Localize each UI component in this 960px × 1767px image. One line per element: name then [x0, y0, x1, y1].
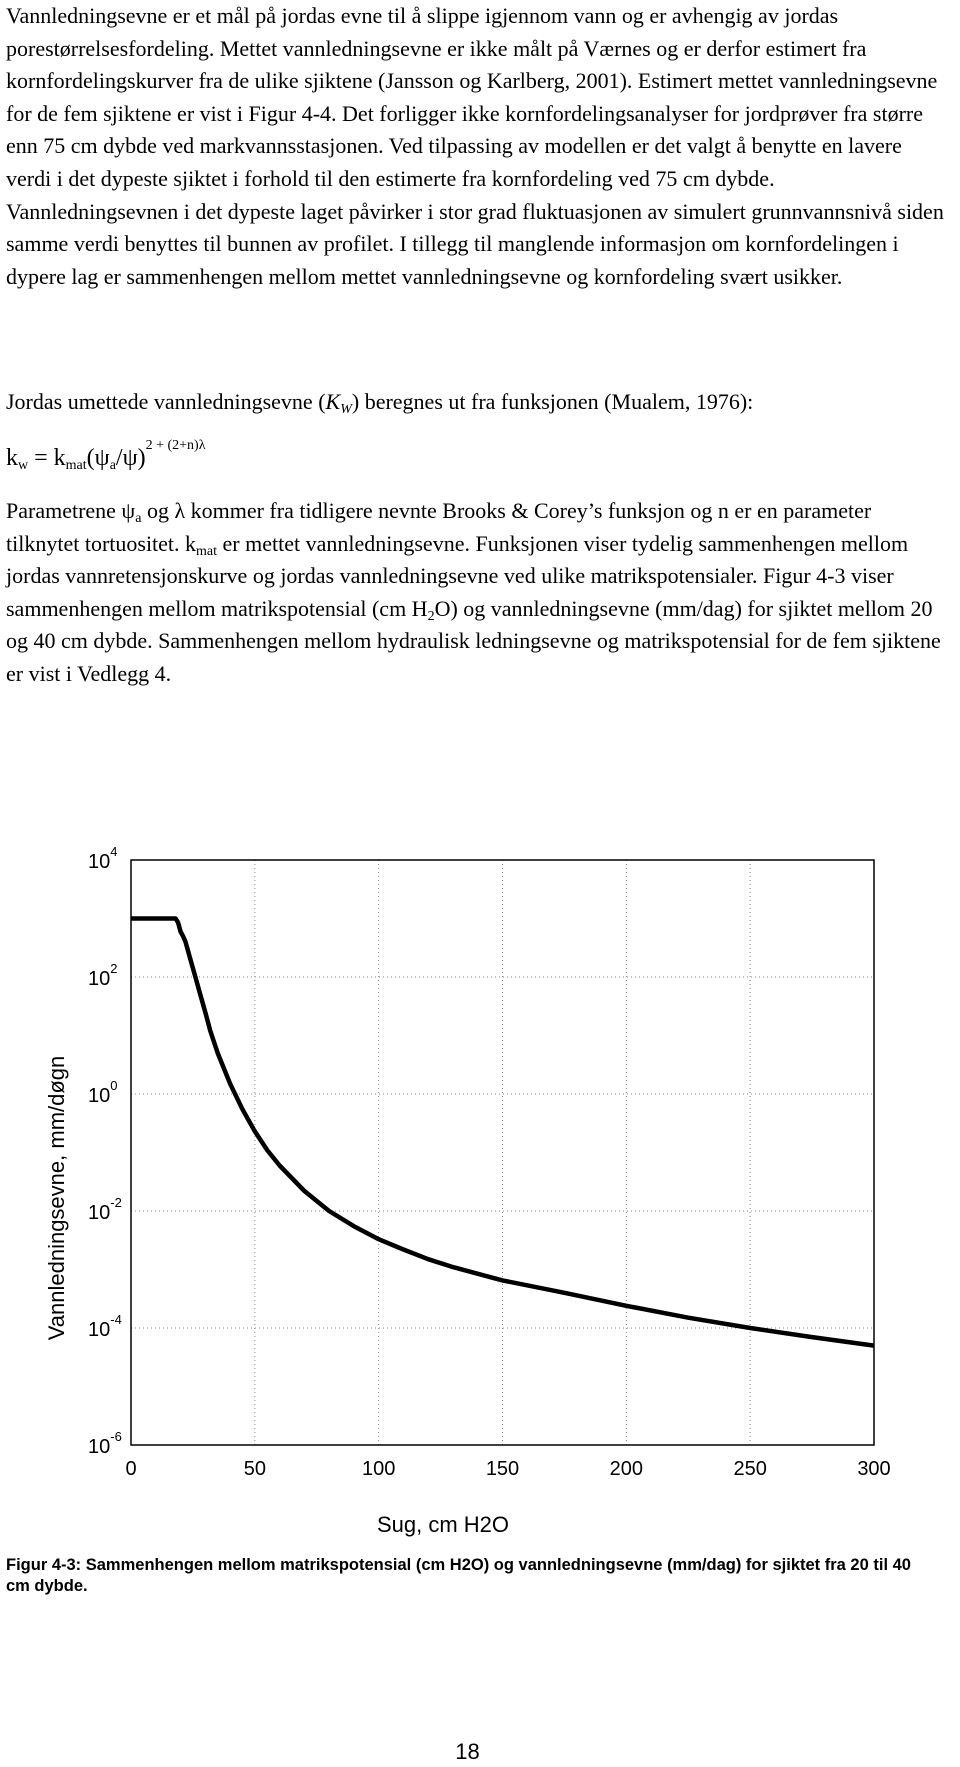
y-tick-label: $10^{-6}$ — [88, 1429, 122, 1458]
subscript-mat: mat — [196, 543, 218, 559]
y-axis-label: Vannledningsevne, mm/døgn — [44, 1055, 69, 1341]
text-fragment: er mettet vannledningsevne. Funksjonen viser tydelig sammenhengen mellom jordas vannretensjonskurve og jordas vannledningsevne ved ulike matrikspotensialer. Figur 4-3 viser sammenhengen mellom matrikspotensial (cm H — [6, 530, 909, 621]
mualem-formula — [6, 438, 946, 478]
x-axis-label: Sug, cm H2O — [376, 1512, 510, 1537]
y-tick-label: $10^2$ — [88, 961, 118, 990]
symbol-subscript-w: W — [340, 402, 352, 417]
formula-psi-open: (ψ — [86, 445, 110, 471]
x-tick-label: 0 — [125, 1458, 137, 1480]
formula-equals: = k — [28, 445, 66, 471]
y-tick-label: $10^{-2}$ — [88, 1195, 122, 1224]
formula-sub-a: a — [109, 458, 116, 473]
text-fragment: ) beregnes ut fra funksjonen (Mualem, 1976): — [351, 389, 754, 414]
formula-exponent: 2 + (2+n)λ — [145, 438, 206, 453]
y-tick-label: $10^0$ — [88, 1078, 118, 1107]
x-tick-label: 50 — [243, 1458, 266, 1480]
figure-conductivity-chart — [0, 798, 900, 1548]
chart-grid — [131, 860, 874, 1445]
formula-k: k — [6, 445, 18, 471]
figure-caption: Figur 4-3: Sammenhengen mellom matrikspotensial (cm H2O) og vannledningsevne (mm/dag) for sjiktet fra 20 til 40 cm dybde. — [6, 1556, 911, 1595]
y-tick-label: $10^4$ — [88, 844, 118, 873]
formula-sub-mat: mat — [65, 458, 87, 473]
formula-psi-close: /ψ) — [115, 445, 146, 471]
paragraph-unsaturated-conductivity — [6, 386, 946, 419]
text-fragment: og λ kommer fra tidligere nevnte Brooks & Corey’s funksjon og n er en parameter tilknytet tortuositet. k — [6, 498, 872, 556]
x-tick-label: 150 — [485, 1458, 520, 1480]
formula-sub-w: w — [18, 458, 29, 473]
text-fragment: Jordas umettede vannledningsevne ( — [6, 389, 326, 414]
x-tick-label: 250 — [733, 1458, 767, 1480]
page-number: 18 — [455, 1739, 480, 1764]
symbol-k: K — [325, 389, 341, 414]
paragraph-parameters — [6, 495, 946, 691]
x-tick-label: 300 — [857, 1458, 891, 1480]
x-tick-labels — [125, 1458, 890, 1480]
subscript-2: 2 — [427, 608, 435, 624]
paragraph-text: Vannledningsevne er et mål på jordas evne til å slippe igjennom vann og er avhengig av jordas porestørrelsesfordeling. Mettet vannledningsevne er ikke målt på Værnes og er derfor estimert fra kornfordelingskurver fra de ulike sjiktene (Jansson og Karlberg, 2001). Estimert mettet vannledningsevne for de fem sjiktene er vist i Figur 4-4. Det forligger ikke kornfordelingsanalyser for jordprøver fra større enn 75 cm dybde ved markvannsstasjonen. Ved tilpassing av modellen er det valgt å benytte en lavere verdi i det dypeste sjiktet i forhold til den estimerte fra kornfordeling ved 75 cm dybde. Vannledningsevnen i det dypeste laget påvirker i stor grad fluktuasjonen av simulert grunnvannsnivå siden samme verdi benyttes til bunnen av profilet. I tillegg til manglende informasjon om kornfordelingen i dypere lag er sammenhengen mellom mettet vannledningsevne og kornfordeling svært usikker. — [6, 3, 944, 289]
x-tick-label: 100 — [361, 1458, 396, 1480]
y-tick-labels — [88, 844, 122, 1458]
chart — [0, 798, 900, 1543]
text-fragment: O) og vannledningsevne (mm/dag) for sjiktet mellom 20 og 40 cm dybde. Sammenhengen mellom hydraulisk ledningsevne og matrikspotensial for de fem sjiktene er vist i Vedlegg 4. — [6, 595, 941, 686]
y-tick-label: $10^{-4}$ — [88, 1312, 122, 1341]
text-fragment: Parametrene ψ — [6, 498, 136, 523]
subscript-a: a — [135, 511, 142, 526]
x-tick-label: 200 — [609, 1458, 644, 1480]
paragraph-hydraulic-conductivity-intro — [6, 0, 946, 293]
